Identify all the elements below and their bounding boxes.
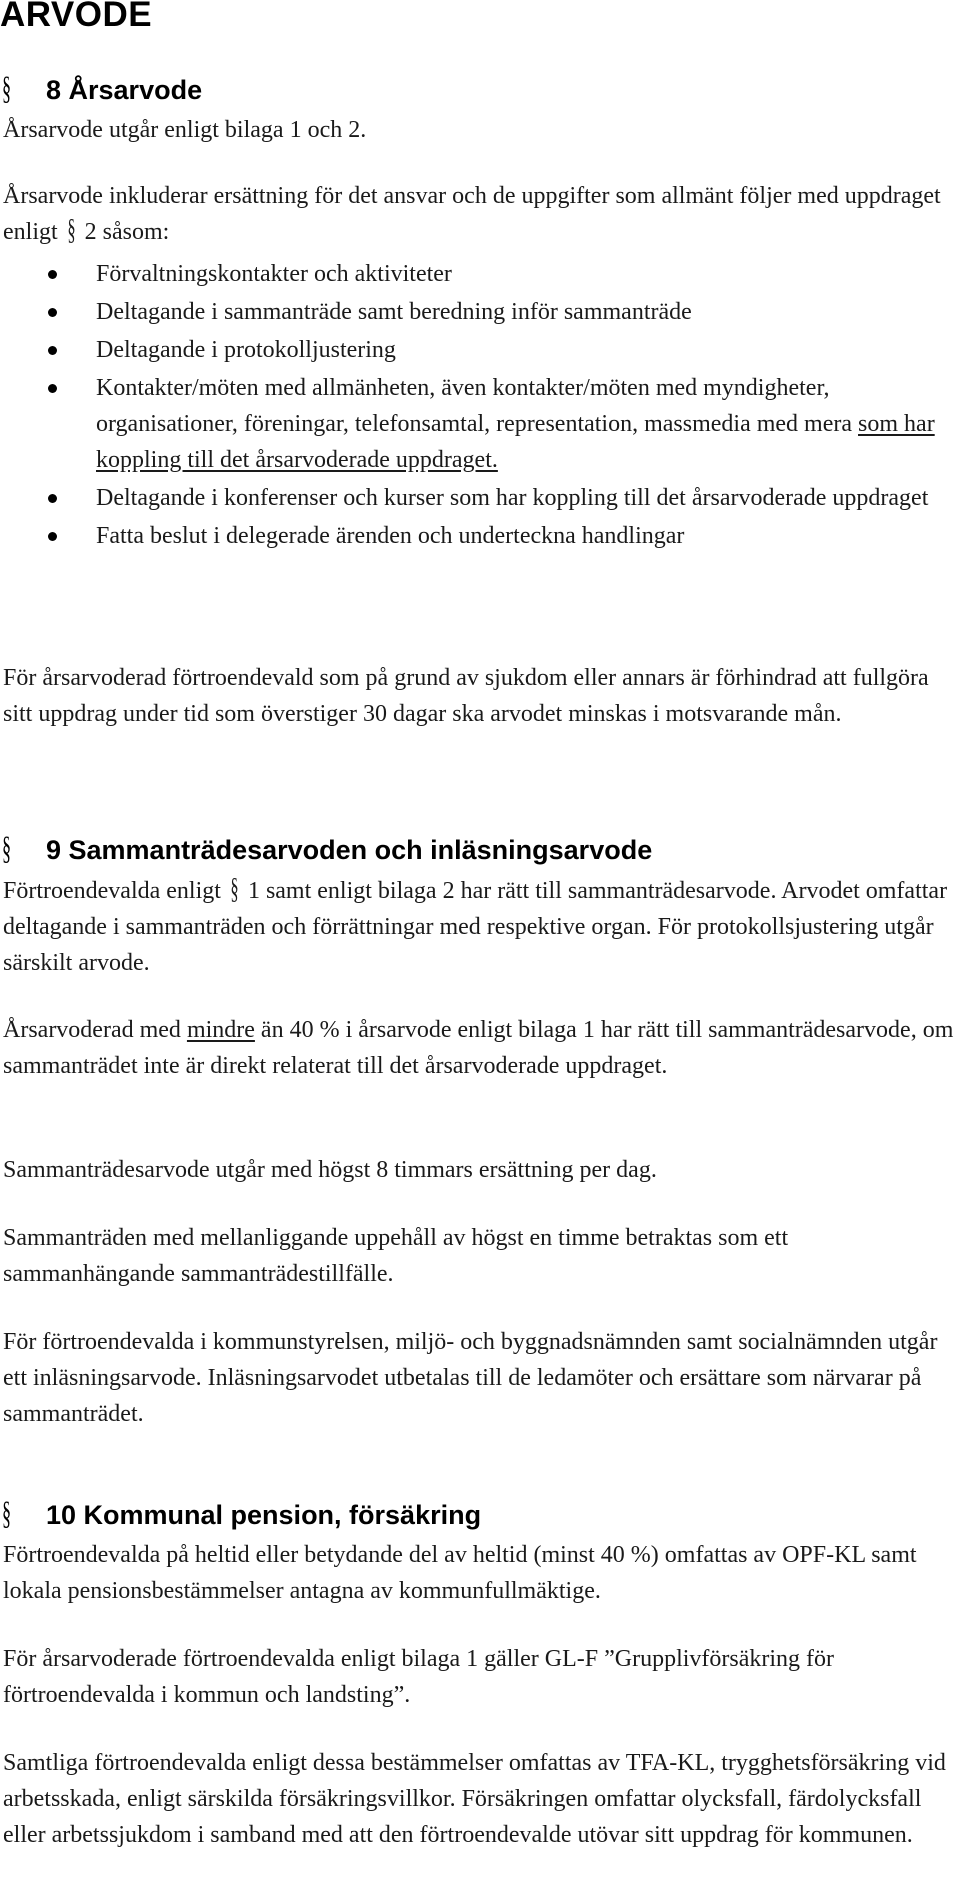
- bullet-icon: [48, 346, 57, 355]
- list-item-text: Förvaltningskontakter och aktiviteter: [96, 261, 452, 287]
- list-item: [0, 480, 955, 516]
- paragraph-sign: §: [230, 872, 239, 905]
- underlined-text: mindre: [186, 1017, 255, 1043]
- section-9-paragraph-1-rest: 1 samt enligt bilaga 2 har rätt till sammanträdesarvode. Arvodet omfattar deltagande i sammanträden och förrättningar med respektive organ. För protokollsjustering utgår särskilt arvode.: [3, 878, 948, 976]
- list-item: [0, 370, 955, 478]
- bullet-icon: [48, 384, 57, 393]
- paragraph-sign: §: [2, 1496, 12, 1532]
- section-10-heading: [2, 1497, 481, 1532]
- bullet-icon: [48, 532, 57, 541]
- section-9-heading: [2, 832, 652, 867]
- list-item-text: Deltagande i sammanträde samt beredning inför sammanträde: [96, 299, 692, 325]
- section-10-paragraph-3: Samtliga förtroendevalda enligt dessa bestämmelser omfattas av TFA-KL, trygghetsförsäkring vid arbetsskada, enligt särskilda försäkringsvillkor. Försäkringen omfattar olycksfall, färdolycksfall eller arbetssjukdom i samband med att den förtroendevalde utövar sitt uppdrag för kommunen.: [3, 1750, 946, 1848]
- section-8-paragraph-1: Årsarvode utgår enligt bilaga 1 och 2.: [3, 117, 367, 143]
- list-item: [0, 256, 955, 292]
- section-9-paragraph-2-rest: än 40 % i årsarvode enligt bilaga 1 har rätt till sammanträdesarvode, om sammanträdet inte är direkt relaterat till det årsarvoderade uppdraget.: [3, 1017, 954, 1079]
- list-item-text: Deltagande i protokolljustering: [96, 337, 396, 363]
- section-8-paragraph-2: [3, 178, 958, 250]
- section-9-paragraph-2-text: Årsarvoderad med: [3, 1017, 187, 1043]
- section-10-title: 10 Kommunal pension, försäkring: [46, 1500, 482, 1530]
- underlined-text: som har koppling till det årsarvoderade uppdraget.: [96, 411, 935, 473]
- list-item: [0, 294, 955, 330]
- section-9-paragraph-1-text: Förtroendevalda enligt: [3, 878, 227, 904]
- section-8-bullet-list: [0, 256, 955, 556]
- paragraph-sign: §: [2, 71, 12, 107]
- document-title: ARVODE: [0, 0, 153, 34]
- section-8-paragraph-2-ref: 2 såsom:: [78, 219, 170, 245]
- section-8-title: 8 Årsarvode: [46, 75, 203, 105]
- list-item: [0, 518, 955, 554]
- list-item-text: Fatta beslut i delegerade ärenden och underteckna handlingar: [96, 523, 685, 549]
- section-8-heading: [2, 72, 202, 107]
- paragraph-sign: §: [2, 831, 12, 867]
- section-10-paragraph-1: Förtroendevalda på heltid eller betydande del av heltid (minst 40 %) omfattas av OPF-KL samt lokala pensionsbestämmelser antagna av kommunfullmäktige.: [3, 1542, 917, 1604]
- section-9-paragraph-1: [3, 873, 958, 981]
- section-10-paragraph-2: För årsarvoderade förtroendevalda enligt bilaga 1 gäller GL-F ”Grupplivförsäkring för förtroendevalda i kommun och landsting”.: [3, 1646, 835, 1708]
- section-9-paragraph-4: Sammanträden med mellanliggande uppehåll av högst en timme betraktas som ett sammanhängande sammanträdestillfälle.: [3, 1225, 789, 1287]
- section-8-paragraph-3: För årsarvoderad förtroendevald som på grund av sjukdom eller annars är förhindrad att fullgöra sitt uppdrag under tid som överstiger 30 dagar ska arvodet minskas i motsvarande mån.: [3, 665, 929, 727]
- paragraph-sign: §: [67, 213, 76, 246]
- section-9-title: 9 Sammanträdesarvoden och inläsningsarvode: [46, 835, 653, 865]
- section-9-paragraph-2: [3, 1012, 958, 1084]
- section-9-paragraph-3: Sammanträdesarvode utgår med högst 8 timmars ersättning per dag.: [3, 1157, 657, 1183]
- bullet-icon: [48, 270, 57, 279]
- list-item: [0, 332, 955, 368]
- section-8-paragraph-2-text: Årsarvode inkluderar ersättning för det ansvar och de uppgifter som allmänt följer med uppdraget enligt: [3, 183, 941, 245]
- list-item-text: Deltagande i konferenser och kurser som har koppling till det årsarvoderade uppdraget: [96, 485, 929, 511]
- section-9-paragraph-5: För förtroendevalda i kommunstyrelsen, miljö- och byggnadsnämnden samt socialnämnden utgår ett inläsningsarvode. Inläsningsarvodet utbetalas till de ledamöter och ersättare som närvarar på sammanträdet.: [3, 1329, 938, 1427]
- bullet-icon: [48, 308, 57, 317]
- list-item-text: Kontakter/möten med allmänheten, även kontakter/möten med myndigheter, organisationer, föreningar, telefonsamtal, representation, massmedia med mera: [96, 375, 859, 437]
- bullet-icon: [48, 494, 57, 503]
